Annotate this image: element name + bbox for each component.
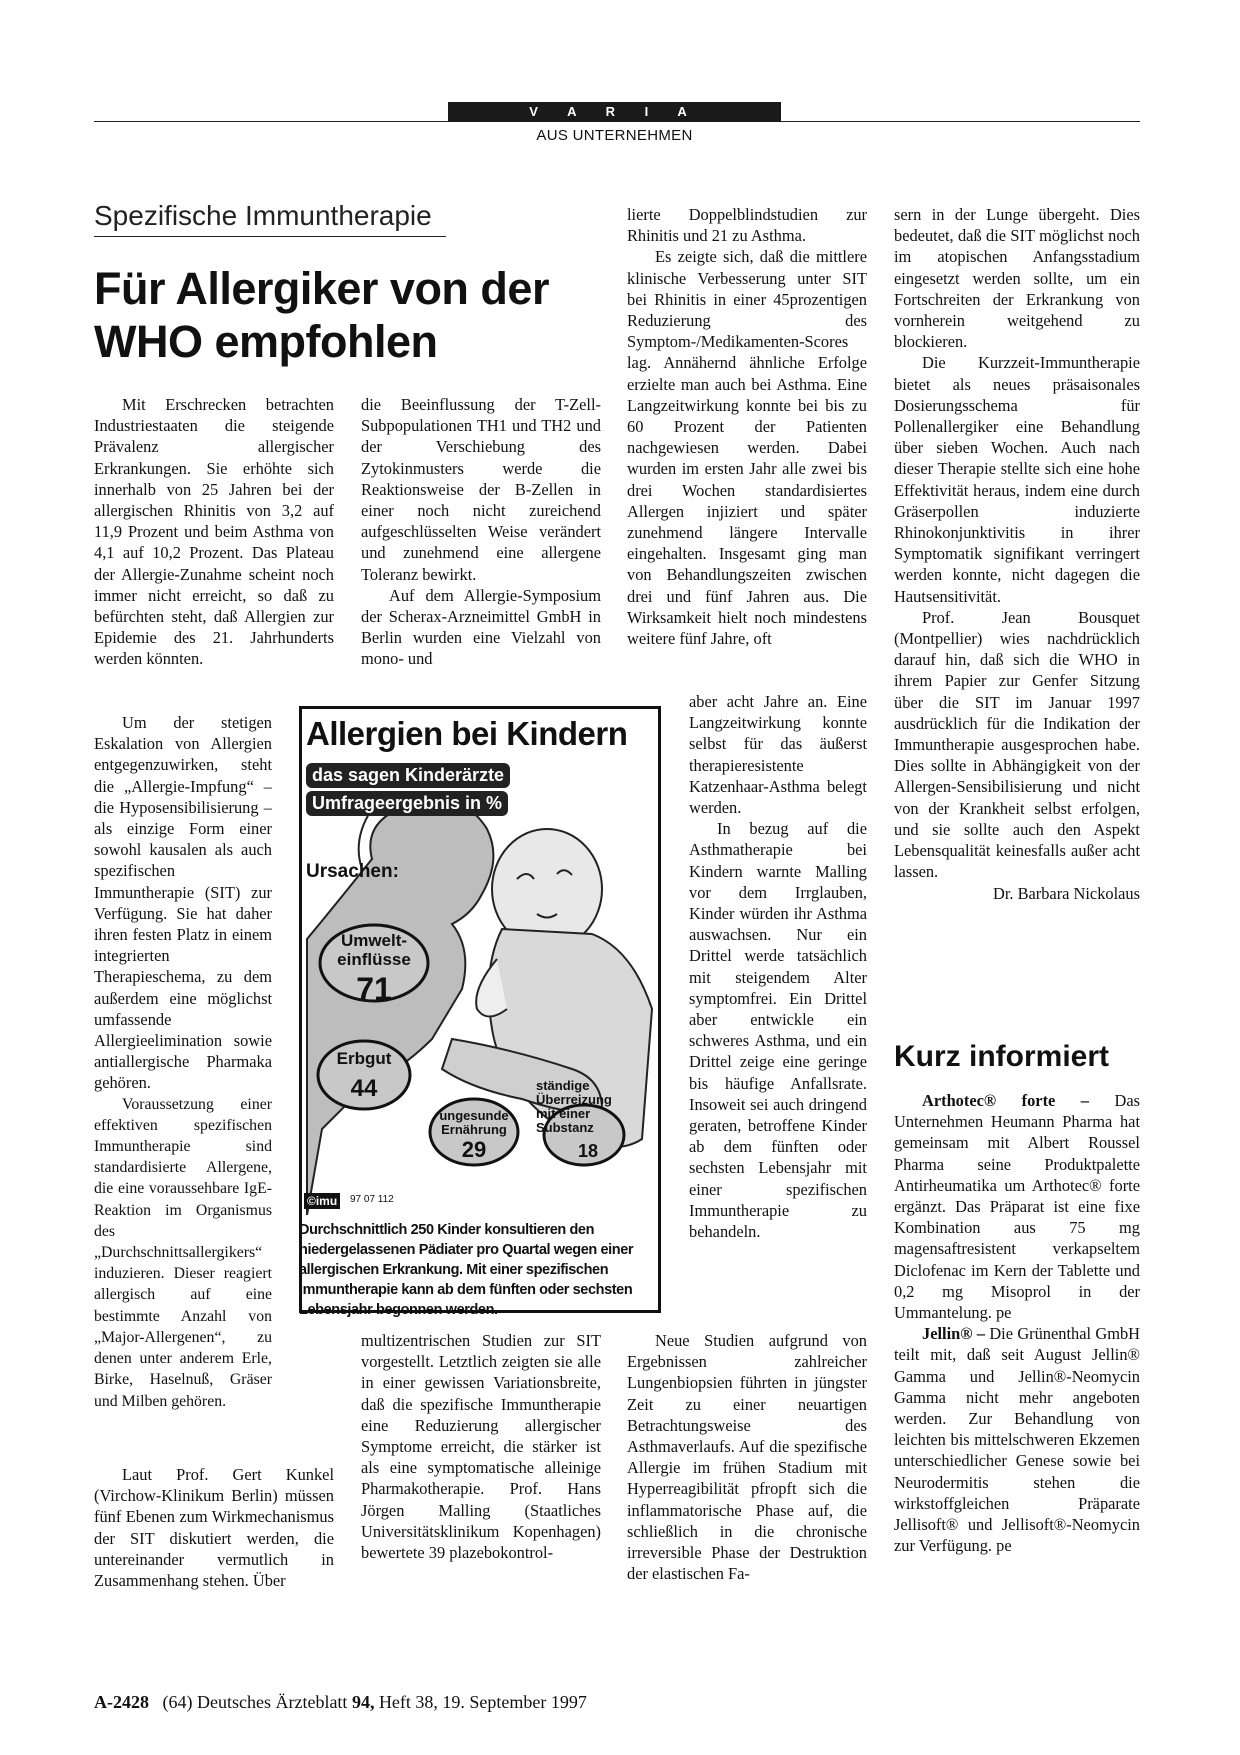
- figure-subtitle-1: das sagen Kinderärzte: [306, 763, 510, 788]
- figure-credit: ©imu: [304, 1193, 340, 1209]
- publication: (64) Deutsches Ärzteblatt: [162, 1692, 348, 1712]
- paragraph: lierte Doppelblindstudien zur Rhinitis und 21 zu Asthma.: [627, 205, 867, 246]
- paragraph: Neue Studien aufgrund von Ergebnissen zahlreicher Lungenbiopsien führten in jüngster Zeit zu einer neuartigen Betrachtungsweise des Asthmaverlaufs. Auf die spezifische Allergie im frühen Stadium mit Hyperreagibilität pfropft sich die inflammatorische Phase auf, die schließlich in die chronische irreversible Phase der Destruktion der elastischen Fa-: [627, 1331, 867, 1584]
- cause-label-ernaehrung: ungesunde Ernährung: [439, 1108, 509, 1137]
- paragraph: In bezug auf die Asthmatherapie bei Kindern warnte Malling vor dem Irrglauben, Kinder würden ihr Asthma auswachsen. Nur ein Drittel werde tatsächlich mit steigendem Alter symptomfrei. Ein Drittel aber entwickle ein schweres Asthma, und ein Drittel zeige eine geringe bis häufige Anfallsrate. Insoweit sei auch dringend geraten, betroffene Kinder ab dem fünften oder sechsten Lebensjahr mit einer spezifischen Immuntherapie zu behandeln.: [689, 819, 867, 1242]
- section-label: V A R I A: [448, 102, 781, 122]
- paragraph: Es zeigte sich, daß die mittlere klinische Verbesserung unter SIT bei Rhinitis in einer 45prozentigen Reduzierung des Symptom-/Medikamenten-Scores lag. Annähernd ähnliche Erfolge erzielte man auch bei Asthma. Eine Langzeitwirkung konnte bei bis zu 60 Prozent der Patienten nachgewiesen werden. Dabei wurden im ersten Jahr alle zwei bis drei Wochen standardisiertes Allergen injiziert und später zunehmend längere Intervalle eingehalten. Insgesamt ging man von Behandlungszeiten zwischen drei und fünf Jahren aus. Die Wirksamkeit hielt noch mindestens weitere fünf Jahre, oft: [627, 247, 867, 649]
- column-3-wrap: [689, 691, 867, 1242]
- figure-caption: Durchschnittlich 250 Kinder konsultieren den niedergelassenen Pädiater pro Quartal wegen einer allergischen Erkrankung. Mit einer spezifischen Immuntherapie kann ab dem fünften oder sechsten Lebensjahr begonnen werden.: [299, 1222, 634, 1318]
- volume-number: 94,: [351, 1692, 375, 1712]
- news-item-jellin: Jellin® – Die Grünenthal GmbH teilt mit, daß seit August Jellin® Gamma und Jellin®-Neomycin Gamma nicht mehr angeboten werden. Zur Behandlung von leichten bis mittelschweren Ekzemen unterschiedlicher Genese sowie bei Neurodermitis stehen die wirkstoffgleichen Präparate Jellisoft® und Jellisoft®-Neomycin zur Verfügung. pe: [894, 1324, 1140, 1556]
- figure-title: Allergien bei Kindern: [306, 715, 628, 752]
- paragraph: aber acht Jahre an. Eine Langzeitwirkung konnte selbst für das äußerst therapieresistente Katzenhaar-Asthma belegt werden.: [689, 692, 867, 818]
- paragraph: Laut Prof. Gert Kunkel (Virchow-Klinikum Berlin) müssen fünf Ebenen zum Wirkmechanismus der SIT diskutiert werden, die untereinander vermutlich in Zusammenhang stehen. Über: [94, 1465, 334, 1591]
- causes-label: Ursachen:: [306, 861, 399, 882]
- cause-value-ueberreizung: 18: [577, 1141, 599, 1161]
- page-number: A-2428: [94, 1692, 149, 1712]
- cause-value-erbgut: 44: [350, 1075, 378, 1102]
- headline-line-1: Für Allergiker von der: [94, 263, 549, 314]
- cause-label-erbgut: Erbgut: [336, 1049, 392, 1068]
- paragraph: sern in der Lunge übergeht. Dies bedeutet, daß die SIT möglichst noch im atopischen Anfangsstadium eingesetzt werden sollte, um ein Fortschreiten der Erkrankung von vornherein weitgehend zu blockieren.: [894, 205, 1140, 352]
- cause-value-ernaehrung: 29: [461, 1137, 487, 1162]
- paragraph: Prof. Jean Bousquet (Montpellier) wies nachdrücklich darauf hin, daß sich die WHO in ihrem Papier zur Genfer Sitzung über die SIT im Januar 1997 ausdrücklich für die Indikation der Immuntherapie ausgesprochen habe. Dies sollte in Abhängigkeit von der Allergen-Sensibilisierung und nicht von der Krankheit selbst erfolgen, und sie sollte auch den Aspekt Lebensqualität keinesfalls außer acht lassen.: [894, 607, 1140, 882]
- kurz-informiert-body: [894, 1090, 1140, 1556]
- page-footer: [94, 1692, 587, 1713]
- paragraph: Die Kurzzeit-Immuntherapie bietet als neues präsaisonales Dosierungsschema für Pollenallergiker eine Behandlung über sieben Wochen. Auch nach dieser Therapie stellte sich eine hohe Effektivität heraus, indem eine durch Gräserpollen induzierte Rhinokonjunktivitis in ihrer Symptomatik signifikant verringert werden konnte, nicht dagegen die Hautsensitivität.: [894, 353, 1140, 606]
- paragraph: Auf dem Allergie-Symposium der Scherax-Arzneimittel GmbH in Berlin wurden eine Vielzahl von mono- und: [361, 585, 601, 669]
- paragraph: Voraussetzung einer effektiven spezifischen Immuntherapie sind standardisierte Allergene, die eine voraussehbare IgE-Reaktion im Organismus des „Durchschnittsallergikers“ induzieren. Dieser reagiert allergisch auf eine bestimmte Anzahl von „Major-Allergenen“, zu denen unter anderem Erle, Birke, Haselnuß, Gräser und Milben gehören.: [94, 1095, 272, 1410]
- figure-subtitle-2: Umfrageergebnis in %: [306, 791, 508, 816]
- cause-value-umwelt: 71: [356, 971, 392, 1007]
- column-3-top: [627, 204, 867, 649]
- issue-date: Heft 38, 19. September 1997: [378, 1692, 587, 1712]
- headline-line-2: WHO empfohlen: [94, 316, 438, 367]
- kurz-informiert-title: Kurz informiert: [894, 1040, 1110, 1073]
- article-kicker: Spezifische Immuntherapie: [94, 200, 446, 237]
- article-headline: [94, 262, 614, 368]
- news-item-arthotec: Arthotec® forte – Das Unternehmen Heumann Pharma hat gemeinsam mit Albert Roussel Pharma seine Produktpalette Antirheumatika um Arthotec® forte ergänzt. Das Präparat ist eine fixe Kombination aus 75 mg magensaftresistent verkapseltem Diclofenac im Kern der Tablette und 0,2 mg Misoprol in der Ummantelung. pe: [894, 1091, 1140, 1323]
- column-1-bottom: [94, 1464, 334, 1591]
- column-1-wrap: [94, 712, 272, 1412]
- figure-credit-code: 97 07 112: [350, 1194, 394, 1205]
- author-name: Dr. Barbara Nickolaus: [992, 883, 1140, 903]
- column-3-bottom: [627, 1330, 867, 1584]
- paragraph: Um der stetigen Eskalation von Allergien entgegenzuwirken, steht die „Allergie-Impfung“ – die Hyposensibilisierung – als einzige Form einer sowohl kausalen als auch spezifischen Immuntherapie (SIT) zur Verfügung. Sie hat daher ihren festen Platz in einem integrierten Therapieschema, zu dem außerdem eine möglichst umfassende Allergieelimination sowie antiallergische Pharmaka gehören.: [94, 713, 272, 1093]
- cause-label-umwelt: Umwelt- einflüsse: [337, 931, 411, 969]
- column-2-bottom: [361, 1330, 601, 1563]
- cause-label-ueberreizung: ständige Überreizung mit einer Substanz: [536, 1078, 612, 1135]
- subsection-label: AUS UNTERNEHMEN: [536, 127, 693, 144]
- column-1-top: [94, 394, 334, 670]
- column-4: [894, 204, 1140, 904]
- paragraph: Mit Erschrecken betrachten Industriestaaten die steigende Prävalenz allergischer Erkrankungen. Sie erhöhte sich innerhalb von 25 Jahren bei der allergischen Rhinitis von 3,2 auf 11,9 Prozent und beim Asthma von 4,1 auf 10,2 Prozent. Das Plateau der Allergie-Zunahme scheint noch immer nicht erreicht, so daß zu befürchten steht, daß Allergien zur Epidemie des 21. Jahrhunderts werden könnten.: [94, 395, 334, 669]
- paragraph: multizentrischen Studien zur SIT vorgestellt. Letztlich zeigten sie alle in einer gewissen Variationsbreite, daß die spezifische Immuntherapie eine Reduzierung allergischer Symptome erreicht, die stärker ist als eine symptomatische alleinige Pharmakotherapie. Prof. Hans Jörgen Malling (Staatliches Universitätsklinikum Kopenhagen) bewertete 39 plazebokontrol-: [361, 1331, 601, 1563]
- column-2-top: [361, 394, 601, 670]
- paragraph: die Beeinflussung der T-Zell-Subpopulationen TH1 und TH2 und der Verschiebung des Zytokinmusters werde die Reaktionsweise der B-Zellen in einer noch nicht zureichend aufgeschlüsselten Weise verändert und zunehmend eine allergene Toleranz bewirkt.: [361, 395, 601, 584]
